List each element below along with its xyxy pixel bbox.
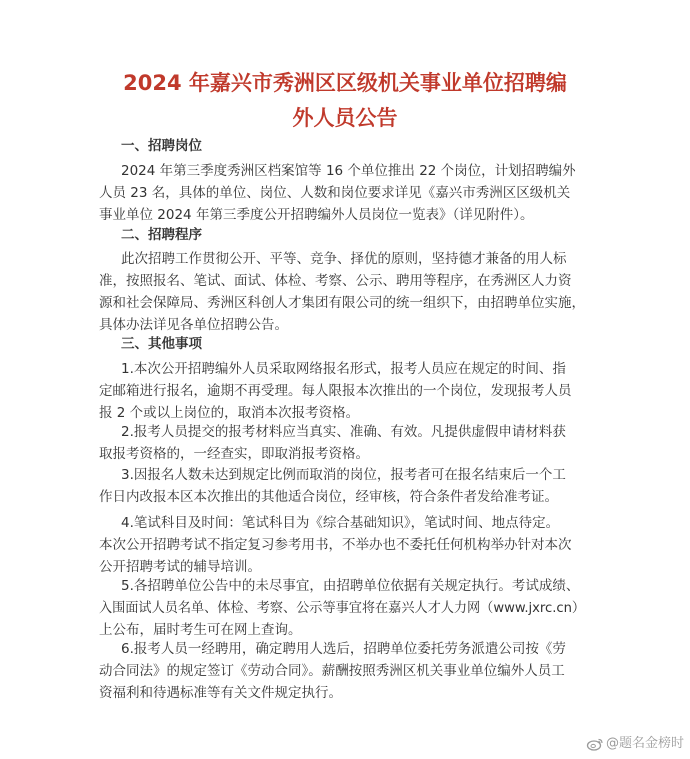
paragraph-line: 6.报考人员一经聘用，确定聘用人选后，招聘单位委托劳务派遣公司按《劳 (121, 641, 566, 657)
paragraph-line: 动合同法》的规定签订《劳动合同》。薪酬按照秀洲区机关事业单位编外人员工 (99, 663, 565, 679)
notice-title (40, 66, 650, 136)
paragraph-line: 入围面试人员名单、体检、考察、公示等事宜将在嘉兴人才人力网（www.jxrc.cn） (99, 600, 586, 616)
paragraph-line: 报 2 个或以上岗位的，取消本次报考资格。 (99, 405, 360, 421)
paragraph-line: 具体办法详见各单位招聘公告。 (99, 317, 288, 333)
paragraph-line: 4.笔试科目及时间：笔试科目为《综合基础知识》，笔试时间、地点待定。 (121, 515, 560, 531)
paragraph-line: 公开招聘考试的辅导培训。 (99, 559, 261, 575)
paragraph (99, 160, 585, 226)
paragraph (99, 248, 585, 336)
section-heading-positions: 一、招聘岗位 (121, 138, 202, 154)
paragraph-item-3 (99, 464, 585, 508)
title-line-2: 外人员公告 (292, 106, 398, 130)
paragraph-item-6 (99, 638, 585, 704)
paragraph-line: 取报考资格的，一经查实，即取消报考资格。 (99, 446, 369, 462)
paragraph-line: 3.因报名人数未达到规定比例而取消的岗位，报考者可在报名结束后一个工 (121, 467, 566, 483)
paragraph-line: 定邮箱进行报名，逾期不再受理。每人限报本次推出的一个岗位，发现报考人员 (99, 383, 572, 399)
paragraph-item-1 (99, 358, 585, 424)
watermark-text: @题名金榜时 (605, 736, 684, 751)
paragraph-line: 人员 23 名，具体的单位、岗位、人数和岗位要求详见《嘉兴市秀洲区区级机关 (99, 185, 571, 201)
paragraph-line: 资福利和待遇标准等有关文件规定执行。 (99, 685, 342, 701)
paragraph-item-4 (99, 512, 585, 578)
paragraph-item-5 (99, 575, 585, 641)
paragraph-line: 2.报考人员提交的报考材料应当真实、准确、有效。凡提供虚假申请材料获 (121, 424, 566, 440)
paragraph-line: 此次招聘工作贯彻公开、平等、竞争、择优的原则，坚持德才兼备的用人标 (121, 251, 567, 267)
paragraph-line: 准，按照报名、笔试、面试、体检、考察、公示、聘用等程序，在秀洲区人力资 (99, 273, 572, 289)
paragraph-line: 上公布，届时考生可在网上查询。 (99, 622, 302, 638)
paragraph-item-2 (99, 421, 585, 465)
title-line-1: 2024 年嘉兴市秀洲区区级机关事业单位招聘编 (123, 71, 567, 95)
section-heading-procedure: 二、招聘程序 (121, 227, 202, 243)
weibo-icon (586, 737, 604, 751)
paragraph-line: 5.各招聘单位公告中的未尽事宜，由招聘单位依据有关规定执行。考试成绩、 (121, 578, 580, 594)
paragraph-line: 2024 年第三季度秀洲区档案馆等 16 个单位推出 22 个岗位，计划招聘编外 (121, 163, 576, 179)
section-heading-other-matters: 三、其他事项 (121, 336, 202, 352)
paragraph-line: 源和社会保障局、秀洲区科创人才集团有限公司的统一组织下，由招聘单位实施， (99, 295, 585, 311)
paragraph-line: 1.本次公开招聘编外人员采取网络报名形式，报考人员应在规定的时间、指 (121, 361, 566, 377)
watermark (586, 735, 684, 753)
paragraph-line: 本次公开招聘考试不指定复习参考用书，不举办也不委托任何机构举办针对本次 (99, 537, 572, 553)
paragraph-line: 作日内改报本区本次推出的其他适合岗位，经审核，符合条件者发给准考证。 (99, 489, 558, 505)
paragraph-line: 事业单位 2024 年第三季度公开招聘编外人员岗位一览表》（详见附件）。 (99, 207, 534, 223)
